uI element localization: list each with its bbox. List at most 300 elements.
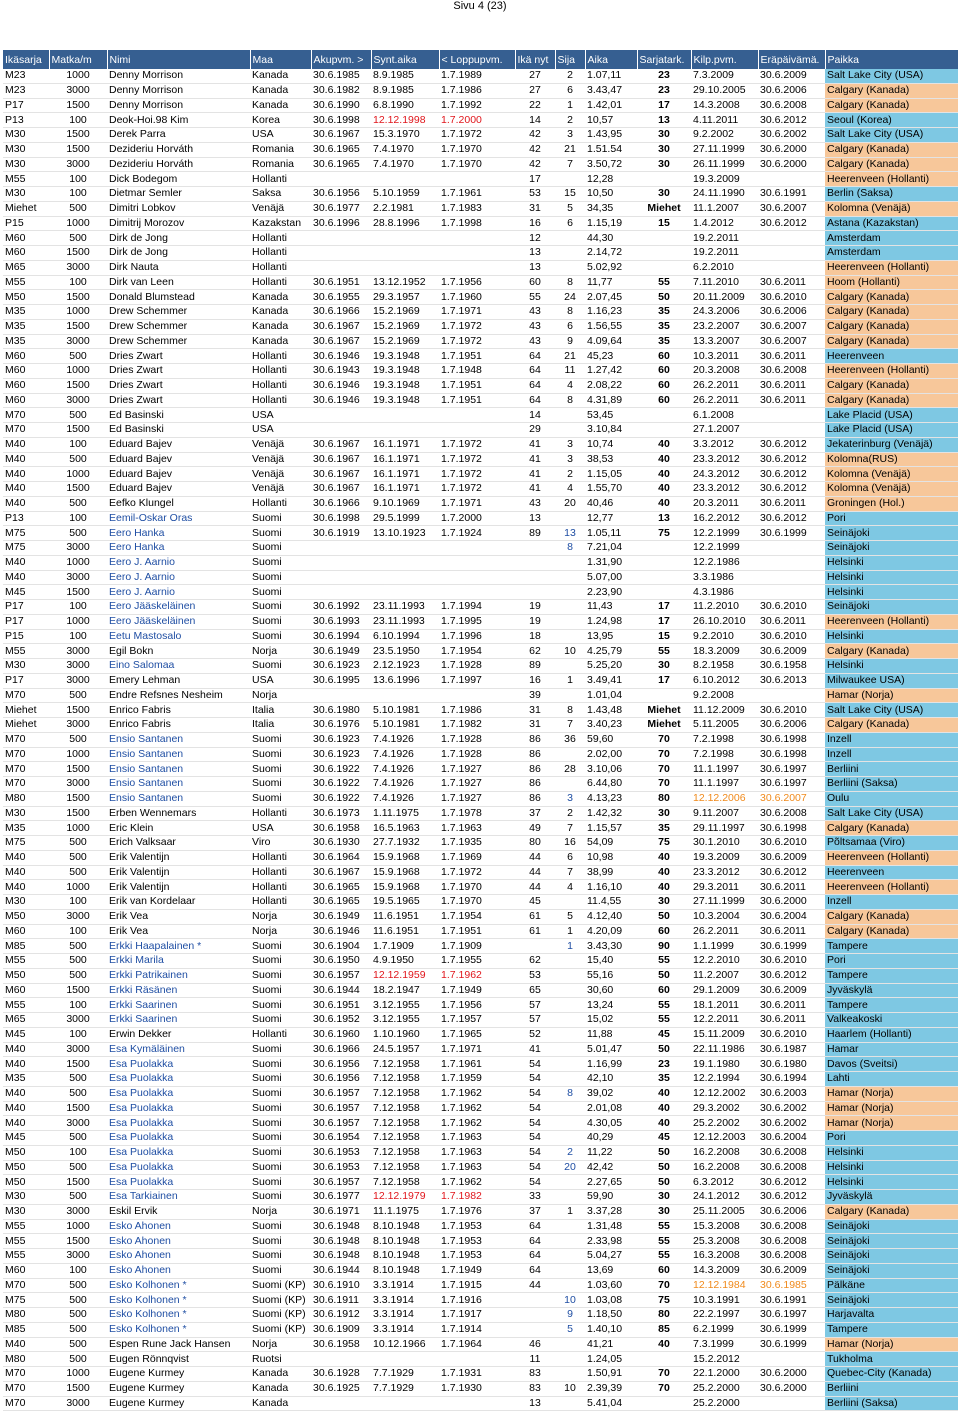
table-cell: M35 (3, 305, 49, 320)
table-cell: 30 (637, 895, 691, 910)
table-cell: M30 (3, 128, 49, 143)
table-cell: 7.12.1958 (371, 1072, 439, 1087)
table-cell: Hollanti (250, 496, 311, 511)
table-cell: M60 (3, 246, 49, 261)
table-cell (555, 1072, 585, 1087)
table-cell: 500 (49, 1086, 107, 1101)
table-cell: 30.6.2008 (758, 364, 825, 379)
table-cell: 41 (515, 452, 555, 467)
table-cell: Amsterdam (825, 231, 958, 246)
table-cell: Dezideriu Horváth (107, 157, 250, 172)
table-cell: M80 (3, 791, 49, 806)
table-cell: Ensio Santanen (107, 762, 250, 777)
table-row (3, 806, 958, 821)
table-cell: 1.01,04 (585, 688, 637, 703)
table-cell: 30.6.1998 (758, 747, 825, 762)
table-cell (555, 231, 585, 246)
table-cell: Lahti (825, 1072, 958, 1087)
table-cell: 100 (49, 600, 107, 615)
table-cell: Eugen Rönnqvist (107, 1352, 250, 1367)
table-cell: Erwin Dekker (107, 1027, 250, 1042)
table-cell: 4 (555, 482, 585, 497)
table-cell: 4.3.1986 (691, 585, 758, 600)
table-cell (439, 260, 515, 275)
table-cell: 30.6.2010 (758, 836, 825, 851)
table-cell: 30.6.1957 (311, 1116, 371, 1131)
table-cell: 30.6.1977 (311, 1190, 371, 1205)
table-cell: 100 (49, 924, 107, 939)
table-row (3, 452, 958, 467)
table-cell: Calgary (Kanada) (825, 1204, 958, 1219)
table-cell: 7.21,04 (585, 541, 637, 556)
table-cell: 30.6.2010 (758, 954, 825, 969)
table-cell: 30.6.1923 (311, 659, 371, 674)
table-cell: M70 (3, 1381, 49, 1396)
table-cell: 1.7.1982 (439, 718, 515, 733)
table-cell: 1.7.1978 (439, 806, 515, 821)
table-cell: Donald Blumstead (107, 290, 250, 305)
table-cell: Suomi (250, 1042, 311, 1057)
table-cell: Erkki Marila (107, 954, 250, 969)
table-cell: 30.6.1999 (758, 1322, 825, 1337)
table-cell (311, 260, 371, 275)
table-cell: 2 (555, 806, 585, 821)
table-cell: 7 (555, 865, 585, 880)
table-cell: 30.6.1946 (311, 349, 371, 364)
table-cell: 45 (637, 1027, 691, 1042)
table-cell: M23 (3, 69, 49, 83)
table-cell: Deok-Hoi.98 Kim (107, 113, 250, 128)
table-cell: Drew Schemmer (107, 334, 250, 349)
table-row (3, 1175, 958, 1190)
table-cell: 100 (49, 1263, 107, 1278)
table-cell: 1.7.1970 (439, 880, 515, 895)
table-cell: 19.3.2009 (691, 172, 758, 187)
table-cell (637, 555, 691, 570)
table-cell: Seinäjoki (825, 600, 958, 615)
table-cell: 7.12.1958 (371, 1145, 439, 1160)
table-row (3, 83, 958, 98)
table-cell: 1.7.1965 (439, 1027, 515, 1042)
table-cell: 8 (555, 703, 585, 718)
table-cell: 30.6.1997 (758, 762, 825, 777)
table-cell: 27.11.1999 (691, 895, 758, 910)
table-cell (555, 777, 585, 792)
table-cell: 30.6.1956 (311, 1072, 371, 1087)
table-cell (758, 246, 825, 261)
table-cell: 30.6.2012 (758, 452, 825, 467)
table-cell: 1.7.1928 (439, 659, 515, 674)
table-cell: Calgary (Kanada) (825, 319, 958, 334)
table-cell: 1.7.1969 (439, 850, 515, 865)
table-cell: 30.6.2011 (758, 275, 825, 290)
table-cell: 1.27,42 (585, 364, 637, 379)
table-cell: Calgary (Kanada) (825, 924, 958, 939)
table-cell: 500 (49, 954, 107, 969)
table-cell: Ensio Santanen (107, 747, 250, 762)
table-cell: 60 (637, 378, 691, 393)
table-row (3, 423, 958, 438)
table-cell: Esko Ahonen (107, 1234, 250, 1249)
table-cell: Esa Puolakka (107, 1086, 250, 1101)
table-cell: 20.3.2008 (691, 364, 758, 379)
table-cell: 42,10 (585, 1072, 637, 1087)
table-cell: 1.7.1972 (439, 334, 515, 349)
table-cell: Hollanti (250, 895, 311, 910)
table-cell: Hollanti (250, 246, 311, 261)
table-cell: 6.1.2008 (691, 408, 758, 423)
table-row (3, 1308, 958, 1323)
table-cell: 12.12.2006 (691, 791, 758, 806)
table-cell: 5.25,20 (585, 659, 637, 674)
table-cell: 1.24,05 (585, 1352, 637, 1367)
table-cell: 1500 (49, 98, 107, 113)
table-cell: Venäjä (250, 467, 311, 482)
table-cell: Calgary (Kanada) (825, 305, 958, 320)
table-cell: Eero Hanka (107, 526, 250, 541)
table-cell: M40 (3, 1116, 49, 1131)
table-row (3, 954, 958, 969)
table-cell: 1500 (49, 378, 107, 393)
table-cell: 13,69 (585, 1263, 637, 1278)
table-cell: 40 (637, 1337, 691, 1352)
table-cell: Salt Lake City (USA) (825, 806, 958, 821)
table-cell: 65 (515, 983, 555, 998)
table-cell (637, 231, 691, 246)
table-cell: 86 (515, 732, 555, 747)
table-cell: 55 (637, 1249, 691, 1264)
table-cell: 50 (637, 1160, 691, 1175)
table-cell: 18.1.2011 (691, 998, 758, 1013)
table-cell: Norja (250, 909, 311, 924)
table-cell: 40 (637, 1086, 691, 1101)
table-cell: Miehet (637, 703, 691, 718)
table-row (3, 1101, 958, 1116)
table-cell: Pori (825, 511, 958, 526)
table-cell: M55 (3, 954, 49, 969)
table-cell: Seinäjoki (825, 541, 958, 556)
table-cell: Tampere (825, 939, 958, 954)
table-cell: 70 (637, 777, 691, 792)
table-cell: 9.10.1969 (371, 496, 439, 511)
table-cell: 7.12.1958 (371, 1086, 439, 1101)
table-cell: Suomi (250, 1249, 311, 1264)
table-row (3, 836, 958, 851)
table-cell: Kolomna (Venäjä) (825, 467, 958, 482)
table-cell: Kanada (250, 1396, 311, 1411)
table-row (3, 482, 958, 497)
table-row (3, 629, 958, 644)
table-row (3, 393, 958, 408)
table-cell: 1.7.1972 (439, 437, 515, 452)
table-cell (311, 408, 371, 423)
table-cell: M50 (3, 290, 49, 305)
table-cell: 53 (515, 187, 555, 202)
table-cell (637, 408, 691, 423)
table-cell: 42 (515, 128, 555, 143)
table-cell: 25.2.2000 (691, 1396, 758, 1411)
table-cell: 5 (555, 1322, 585, 1337)
table-cell: 30.6.1982 (311, 83, 371, 98)
table-row (3, 1042, 958, 1057)
table-cell: 7.3.1999 (691, 1337, 758, 1352)
table-cell: 6.10.2012 (691, 673, 758, 688)
table-cell: 11.1.1997 (691, 777, 758, 792)
table-cell: 28.8.1996 (371, 216, 439, 231)
table-row (3, 1249, 958, 1264)
table-cell: Dries Zwart (107, 349, 250, 364)
table-cell: Ed Basinski (107, 408, 250, 423)
table-cell: 41 (515, 437, 555, 452)
table-cell: 8.9.1985 (371, 69, 439, 83)
table-cell (515, 570, 555, 585)
table-cell: 11.6.1951 (371, 909, 439, 924)
table-cell: 40 (637, 452, 691, 467)
table-cell: 13 (637, 113, 691, 128)
table-cell: 55 (637, 275, 691, 290)
table-cell: Eduard Bajev (107, 482, 250, 497)
table-cell: Egil Bokn (107, 644, 250, 659)
table-cell: 30.6.1998 (758, 732, 825, 747)
table-cell: 1.7.1963 (439, 1145, 515, 1160)
table-cell: 55 (637, 1234, 691, 1249)
table-cell: Calgary (Kanada) (825, 83, 958, 98)
table-cell: Eero Hanka (107, 541, 250, 556)
table-row (3, 275, 958, 290)
table-cell: 10,98 (585, 850, 637, 865)
table-cell: 1500 (49, 791, 107, 806)
table-cell: 30.6.1950 (311, 954, 371, 969)
table-cell (637, 541, 691, 556)
table-cell: 43 (515, 496, 555, 511)
table-cell: 11 (555, 364, 585, 379)
table-cell: 1500 (49, 1101, 107, 1116)
table-cell: 1.7.1970 (439, 895, 515, 910)
table-cell: 54,09 (585, 836, 637, 851)
table-row (3, 585, 958, 600)
table-cell: 14.3.2009 (691, 1263, 758, 1278)
table-cell: 30.6.1997 (758, 1308, 825, 1323)
table-row (3, 865, 958, 880)
table-cell: 30.6.2010 (758, 1027, 825, 1042)
table-cell: 29.1.2009 (691, 983, 758, 998)
table-cell: 8 (555, 275, 585, 290)
table-cell: 2.2.1981 (371, 201, 439, 216)
table-cell: M40 (3, 437, 49, 452)
table-cell: 30.6.1994 (311, 629, 371, 644)
table-cell: 42 (515, 157, 555, 172)
table-cell (439, 246, 515, 261)
table-cell: 16.1.1971 (371, 452, 439, 467)
table-cell: Helsinki (825, 629, 958, 644)
table-cell: 25.2.2002 (691, 1116, 758, 1131)
table-cell: 3.49,41 (585, 673, 637, 688)
table-cell: 100 (49, 998, 107, 1013)
table-cell: 30.6.2002 (758, 1116, 825, 1131)
table-cell: Hollanti (250, 364, 311, 379)
table-cell: 30.6.2008 (758, 1219, 825, 1234)
table-cell: 37 (515, 1204, 555, 1219)
table-cell: 30.6.1948 (311, 1219, 371, 1234)
table-row (3, 939, 958, 954)
table-cell: 41 (515, 1042, 555, 1057)
table-cell: Hollanti (250, 880, 311, 895)
table-cell: M65 (3, 1013, 49, 1028)
table-cell: Jekaterinburg (Venäjä) (825, 437, 958, 452)
table-cell: 12.2.1999 (691, 541, 758, 556)
table-cell: 1.7.1962 (439, 1086, 515, 1101)
table-cell: Eino Salomaa (107, 659, 250, 674)
table-row (3, 246, 958, 261)
table-cell: M50 (3, 1175, 49, 1190)
table-cell: 59,60 (585, 732, 637, 747)
table-cell: Hamar (825, 1042, 958, 1057)
table-cell: 54 (515, 1116, 555, 1131)
table-cell: Esa Tarkiainen (107, 1190, 250, 1205)
table-cell: 29.3.2002 (691, 1101, 758, 1116)
table-cell: Ensio Santanen (107, 777, 250, 792)
table-cell: 30.6.1925 (311, 1381, 371, 1396)
table-cell: 30.6.1912 (311, 1308, 371, 1323)
table-cell: 26.11.1999 (691, 157, 758, 172)
table-cell: 30.6.2002 (758, 128, 825, 143)
table-cell: Enrico Fabris (107, 718, 250, 733)
table-cell: 1.7.1916 (439, 1293, 515, 1308)
table-cell: 1 (555, 924, 585, 939)
table-cell: M40 (3, 865, 49, 880)
table-cell: 1.7.1956 (439, 275, 515, 290)
table-cell: 30.6.1976 (311, 718, 371, 733)
table-cell: 3.3.2012 (691, 437, 758, 452)
table-cell: 1500 (49, 482, 107, 497)
table-cell: 30.6.1990 (311, 98, 371, 113)
table-cell: 23.5.1950 (371, 644, 439, 659)
table-cell (555, 1352, 585, 1367)
table-cell (311, 555, 371, 570)
table-cell: 1.05,11 (585, 526, 637, 541)
table-cell: Norja (250, 688, 311, 703)
table-cell: 13 (637, 511, 691, 526)
table-cell: 30.6.1999 (758, 939, 825, 954)
table-cell: 6.2.1999 (691, 1322, 758, 1337)
table-cell: 80 (637, 1308, 691, 1323)
column-header: Synt.aika (371, 50, 439, 69)
table-cell: M30 (3, 659, 49, 674)
table-row (3, 201, 958, 216)
table-cell: Kanada (250, 305, 311, 320)
table-cell: 23.11.1993 (371, 600, 439, 615)
table-cell: 12,28 (585, 172, 637, 187)
table-cell: Helsinki (825, 555, 958, 570)
table-cell: 30.6.1946 (311, 393, 371, 408)
table-cell: 3.43,47 (585, 83, 637, 98)
table-cell: 60 (637, 1263, 691, 1278)
table-cell: 5.41,04 (585, 1396, 637, 1411)
table-cell: 30 (637, 659, 691, 674)
table-cell: Dietmar Semler (107, 187, 250, 202)
table-cell: Eero J. Aarnio (107, 555, 250, 570)
table-cell: Viro (250, 836, 311, 851)
table-cell: Suomi (250, 614, 311, 629)
table-cell: Berliini (Saksa) (825, 1396, 958, 1411)
table-cell: 500 (49, 1131, 107, 1146)
table-cell: 10,50 (585, 187, 637, 202)
table-cell: 30.6.1919 (311, 526, 371, 541)
table-row (3, 1219, 958, 1234)
table-cell: 18.3.2009 (691, 644, 758, 659)
table-row (3, 1013, 958, 1028)
table-cell: 10 (555, 644, 585, 659)
table-cell: 1.7.1982 (439, 1190, 515, 1205)
table-cell: 12,77 (585, 511, 637, 526)
table-cell: M30 (3, 895, 49, 910)
table-cell: 100 (49, 275, 107, 290)
table-cell: 9 (555, 1308, 585, 1323)
table-cell: M70 (3, 777, 49, 792)
table-cell: 16.2.2008 (691, 1145, 758, 1160)
table-cell: M30 (3, 187, 49, 202)
table-cell: M40 (3, 467, 49, 482)
table-cell: 1.50,91 (585, 1367, 637, 1382)
table-cell: 19.3.1948 (371, 393, 439, 408)
table-cell: 1.31,90 (585, 555, 637, 570)
table-cell: 62 (515, 644, 555, 659)
table-row (3, 968, 958, 983)
table-cell: Suomi (250, 791, 311, 806)
table-cell: M70 (3, 688, 49, 703)
table-cell: 60 (637, 924, 691, 939)
table-cell: 1.7.1970 (439, 157, 515, 172)
table-cell: 44,30 (585, 231, 637, 246)
table-cell: 30.6.2010 (758, 600, 825, 615)
table-cell: 1.4.2012 (691, 216, 758, 231)
table-cell: 30.6.2011 (758, 378, 825, 393)
table-cell: 31 (515, 201, 555, 216)
table-cell: M70 (3, 1396, 49, 1411)
table-cell (371, 688, 439, 703)
table-cell: Helsinki (825, 1175, 958, 1190)
table-cell: 1.7.1992 (439, 98, 515, 113)
table-cell: 1.31,48 (585, 1219, 637, 1234)
table-cell: 1.7.1971 (439, 305, 515, 320)
table-cell: 35 (637, 1072, 691, 1087)
table-cell: 50 (637, 290, 691, 305)
table-cell: Pälkäne (825, 1278, 958, 1293)
table-cell: Suomi (250, 747, 311, 762)
table-cell: 15,02 (585, 1013, 637, 1028)
table-cell: 1500 (49, 142, 107, 157)
table-cell: Dries Zwart (107, 393, 250, 408)
table-cell: Eefko Klungel (107, 496, 250, 511)
table-row (3, 1337, 958, 1352)
table-cell: Romania (250, 157, 311, 172)
table-cell: 1.7.1927 (439, 762, 515, 777)
table-cell: 55 (637, 644, 691, 659)
table-cell: 7.12.1958 (371, 1101, 439, 1116)
table-cell (555, 511, 585, 526)
table-cell: Dries Zwart (107, 378, 250, 393)
table-cell: 1.7.1954 (439, 644, 515, 659)
table-cell: 30.6.1955 (311, 290, 371, 305)
table-cell: 5.07,00 (585, 570, 637, 585)
table-cell: M60 (3, 364, 49, 379)
table-cell: 30.6.2009 (758, 69, 825, 83)
table-cell: Denny Morrison (107, 98, 250, 113)
results-table (3, 50, 959, 1411)
table-cell (371, 408, 439, 423)
table-cell: 1.7.1986 (439, 703, 515, 718)
table-cell: 8 (555, 305, 585, 320)
